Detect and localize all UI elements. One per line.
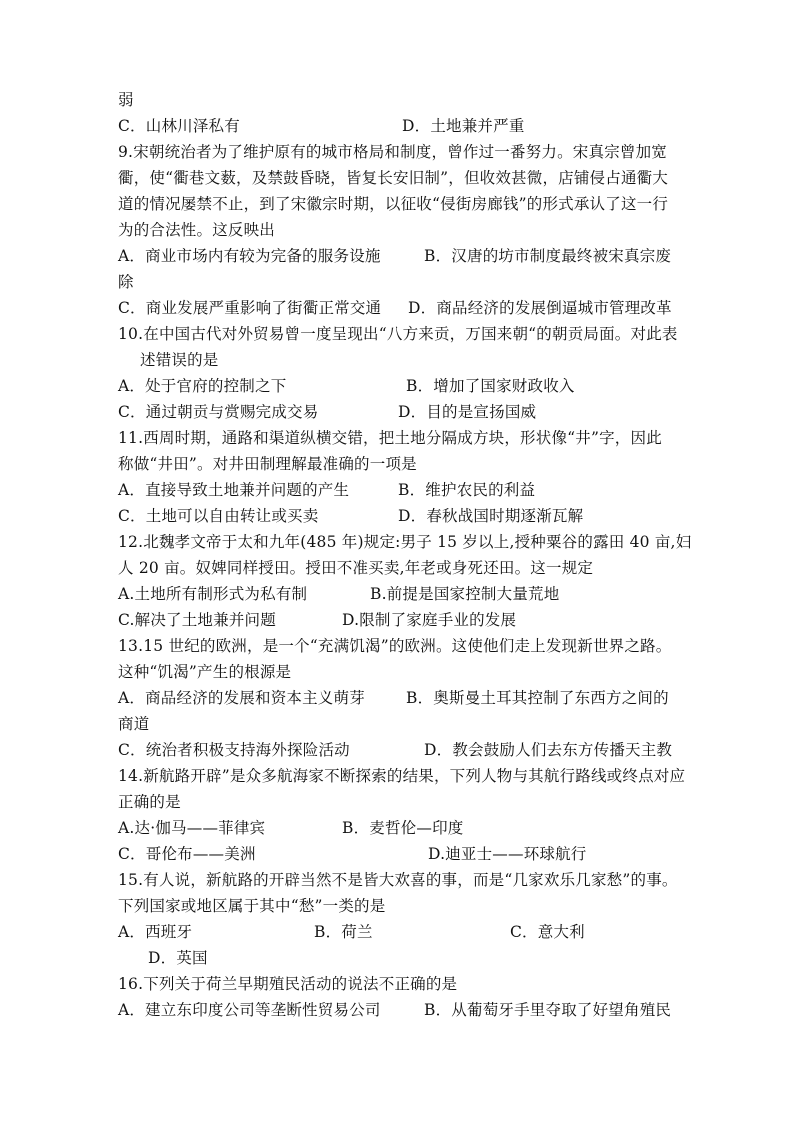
option-text: B．维护农民的利益 bbox=[398, 481, 536, 499]
text-line bbox=[118, 922, 585, 942]
line-text: 10.在中国古代对外贸易曾一度呈现出“八方来贡，万国来朝“的朝贡局面。对此表 bbox=[118, 325, 678, 343]
text-line bbox=[118, 90, 134, 110]
text-line bbox=[118, 194, 668, 214]
text-line bbox=[118, 714, 149, 734]
text-line bbox=[118, 896, 385, 916]
text-line bbox=[118, 688, 669, 708]
text-line bbox=[118, 870, 678, 890]
option-text: C．意大利 bbox=[510, 923, 585, 941]
text-line bbox=[118, 246, 672, 266]
line-text: 述错误的是 bbox=[140, 351, 219, 369]
line-text: 衢，使“衢巷文薮，及禁鼓昏晓，皆复长安旧制”，但收效甚微，店铺侵占通衢大 bbox=[118, 169, 669, 187]
option-text: B．增加了国家财政收入 bbox=[406, 377, 575, 395]
line-text: C．土地可以自由转让或买卖 bbox=[118, 507, 319, 525]
line-text: 道的情况屡禁不止，到了宋徽宗时期，以征收“侵街房廊钱”的形式承认了这一行 bbox=[118, 195, 669, 213]
text-line bbox=[118, 376, 575, 396]
text-line bbox=[118, 220, 275, 240]
text-line bbox=[118, 636, 671, 656]
option-text: D．商品经济的发展倒逼城市管理改革 bbox=[408, 299, 672, 317]
option-text: D.限制了家庭手业的发展 bbox=[342, 611, 517, 629]
option-text: D.迪亚士——环球航行 bbox=[428, 845, 587, 863]
text-line bbox=[118, 142, 667, 162]
line-text: A．直接导致土地兼并问题的产生 bbox=[118, 481, 350, 499]
text-line bbox=[118, 532, 691, 552]
line-text: 16.下列关于荷兰早期殖民活动的说法不正确的是 bbox=[118, 975, 458, 993]
text-line bbox=[118, 610, 517, 630]
line-text: 这种“饥渴”产生的根源是 bbox=[118, 663, 292, 681]
line-text: C．统治者积极支持海外探险活动 bbox=[118, 741, 350, 759]
line-text: A．西班牙 bbox=[118, 923, 193, 941]
line-text: 为的合法性。这反映出 bbox=[118, 221, 276, 239]
line-text: C.解决了土地兼并问题 bbox=[118, 611, 276, 629]
option-text: B．麦哲伦—印度 bbox=[342, 819, 464, 837]
option-text: D．土地兼并严重 bbox=[402, 117, 525, 135]
text-line bbox=[118, 740, 673, 760]
line-text: D．英国 bbox=[148, 949, 208, 967]
text-line bbox=[118, 168, 668, 188]
text-line bbox=[118, 844, 587, 864]
line-text: 11.西周时期，通路和渠道纵横交错，把土地分隔成方块，形状像“井”字，因此 bbox=[118, 429, 662, 447]
line-text: A．处于官府的控制之下 bbox=[118, 377, 287, 395]
option-text: B．从葡萄牙手里夺取了好望角殖民 bbox=[424, 1001, 672, 1019]
text-line bbox=[118, 792, 181, 812]
text-line bbox=[118, 428, 662, 448]
line-text: 人 20 亩。奴婢同样授田。授田不准买卖,年老或身死还田。这一规定 bbox=[118, 559, 594, 577]
text-line bbox=[118, 298, 672, 318]
text-line bbox=[118, 480, 536, 500]
text-line bbox=[118, 1000, 672, 1020]
line-text: A.土地所有制形式为私有制 bbox=[118, 585, 308, 603]
line-text: 14.新航路开辟”是众多航海家不断探索的结果，下列人物与其航行路线或终点对应 bbox=[118, 767, 686, 785]
text-line bbox=[118, 402, 537, 422]
line-text: A．商品经济的发展和资本主义萌芽 bbox=[118, 689, 365, 707]
text-line bbox=[118, 454, 417, 474]
text-line bbox=[148, 948, 208, 968]
line-text: A．商业市场内有较为完备的服务设施 bbox=[118, 247, 381, 265]
text-line bbox=[118, 272, 134, 292]
text-line bbox=[118, 558, 593, 578]
option-text: B.前提是国家控制大量荒地 bbox=[370, 585, 560, 603]
option-text: D．春秋战国时期逐渐瓦解 bbox=[398, 507, 584, 525]
line-text: 9.宋朝统治者为了维护原有的城市格局和制度，曾作过一番努力。宋真宗曾加宽 bbox=[118, 143, 667, 161]
line-text: 15.有人说，新航路的开辟当然不是皆大欢喜的事，而是“几家欢乐几家愁”的事。 bbox=[118, 871, 678, 889]
text-line bbox=[118, 766, 685, 786]
line-text: 13.15 世纪的欧洲，是一个“充满饥渴”的欧洲。这使他们走上发现新世界之路。 bbox=[118, 637, 672, 655]
line-text: 除 bbox=[118, 273, 134, 291]
option-text: B．汉唐的坊市制度最终被宋真宗废 bbox=[424, 247, 672, 265]
text-line bbox=[118, 324, 678, 344]
text-line bbox=[118, 506, 584, 526]
text-line bbox=[118, 974, 457, 994]
text-line bbox=[118, 116, 525, 136]
text-line bbox=[118, 662, 291, 682]
line-text: C．商业发展严重影响了街衢正常交通 bbox=[118, 299, 382, 317]
option-text: D．目的是宣扬国威 bbox=[398, 403, 537, 421]
text-line bbox=[140, 350, 219, 370]
option-text: D．教会鼓励人们去东方传播天主教 bbox=[424, 741, 673, 759]
text-line bbox=[118, 818, 464, 838]
line-text: 下列国家或地区属于其中“愁”一类的是 bbox=[118, 897, 386, 915]
line-text: 称做“井田”。对井田制理解最准确的一项是 bbox=[118, 455, 417, 473]
line-text: A.达·伽马——菲律宾 bbox=[118, 819, 266, 837]
line-text: 弱 bbox=[118, 91, 134, 109]
line-text: C．山林川泽私有 bbox=[118, 117, 240, 135]
line-text: C．哥伦布——美洲 bbox=[118, 845, 256, 863]
text-line bbox=[118, 584, 560, 604]
line-text: 正确的是 bbox=[118, 793, 181, 811]
line-text: A．建立东印度公司等垄断性贸易公司 bbox=[118, 1001, 381, 1019]
option-text: B．荷兰 bbox=[314, 923, 373, 941]
line-text: 商道 bbox=[118, 715, 150, 733]
line-text: 12.北魏孝文帝于太和九年(485 年)规定:男子 15 岁以上,授种粟谷的露田 40 亩,妇 bbox=[118, 533, 692, 551]
line-text: C．通过朝贡与赏赐完成交易 bbox=[118, 403, 319, 421]
option-text: B．奥斯曼土耳其控制了东西方之间的 bbox=[406, 689, 669, 707]
